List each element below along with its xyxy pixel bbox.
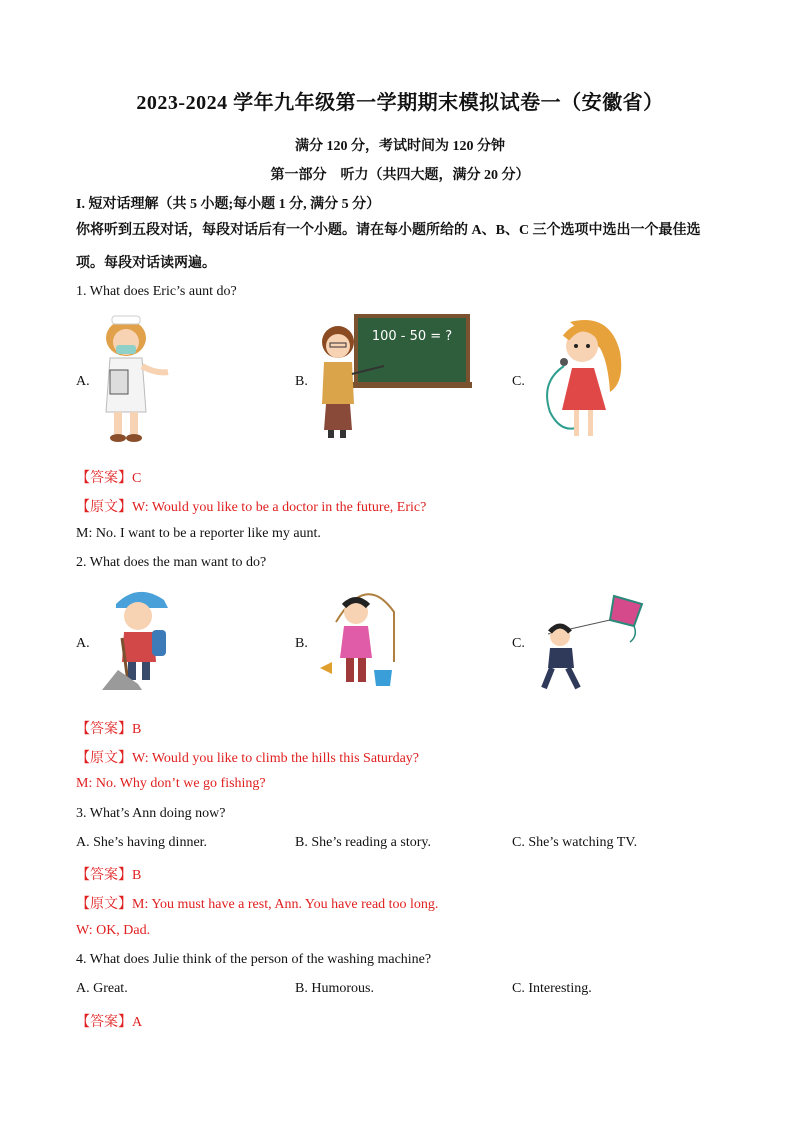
- q2-script-line-1: 【原文】W: Would you like to climb the hills this Saturday?: [76, 751, 420, 766]
- q3-option-c: C. She’s watching TV.: [512, 835, 638, 850]
- q3-answer: 【答案】B: [76, 868, 142, 883]
- section-heading: I. 短对话理解（共 5 小题;每小题 1 分, 满分 5 分）: [76, 197, 381, 212]
- q1-script-line-1: 【原文】W: Would you like to be a doctor in the future, Eric?: [76, 500, 427, 515]
- q3-script-line-2: W: OK, Dad.: [76, 923, 151, 938]
- question-3-stem: 3. What’s Ann doing now?: [76, 806, 226, 821]
- q1-option-a-letter: A.: [76, 374, 90, 389]
- q3-script-line-1: 【原文】M: You must have a rest, Ann. You have read too long.: [76, 897, 439, 912]
- q1-answer: 【答案】C: [76, 471, 142, 486]
- q4-option-c: C. Interesting.: [512, 981, 592, 996]
- q2-script-line-2: M: No. Why don’t we go fishing?: [76, 776, 266, 791]
- q1-script-line-2: M: No. I want to be a reporter like my aunt.: [76, 526, 321, 541]
- section-instructions: 你将听到五段对话，每段对话后有一个小题。请在每小题所给的 A、B、C 三个选项中选出一个最佳选项。每段对话读两遍。: [76, 223, 701, 271]
- question-1-stem: 1. What does Eric’s aunt do?: [76, 284, 237, 299]
- score-time-info: 满分 120 分，考试时间为 120 分钟: [295, 139, 505, 154]
- question-2-stem: 2. What does the man want to do?: [76, 555, 267, 570]
- q4-option-a: A. Great.: [76, 981, 128, 996]
- q4-answer: 【答案】A: [76, 1015, 143, 1030]
- teacher-blackboard-illustration-icon: [312, 312, 472, 444]
- hiker-illustration-icon: [98, 582, 178, 692]
- page-title: 2023-2024 学年九年级第一学期期末模拟试卷一（安徽省）: [136, 92, 664, 114]
- q3-option-a: A. She’s having dinner.: [76, 835, 208, 850]
- blackboard-text: 100 - 50 = ?: [371, 329, 453, 344]
- kite-flying-boy-illustration-icon: [534, 592, 646, 692]
- fishing-girl-illustration-icon: [316, 582, 402, 692]
- q2-option-c-letter: C.: [512, 636, 525, 651]
- q2-option-a-letter: A.: [76, 636, 90, 651]
- q1-option-c-letter: C.: [512, 374, 525, 389]
- q4-option-b: B. Humorous.: [295, 981, 374, 996]
- q3-option-b: B. She’s reading a story.: [295, 835, 431, 850]
- question-4-stem: 4. What does Julie think of the person of the washing machine?: [76, 952, 432, 967]
- q2-option-b-letter: B.: [295, 636, 308, 651]
- part-one-heading: 第一部分 听力（共四大题，满分 20 分）: [270, 168, 530, 183]
- reporter-illustration-icon: [530, 312, 630, 444]
- q2-answer: 【答案】B: [76, 722, 142, 737]
- nurse-illustration-icon: [96, 312, 176, 444]
- q1-option-b-letter: B.: [295, 374, 308, 389]
